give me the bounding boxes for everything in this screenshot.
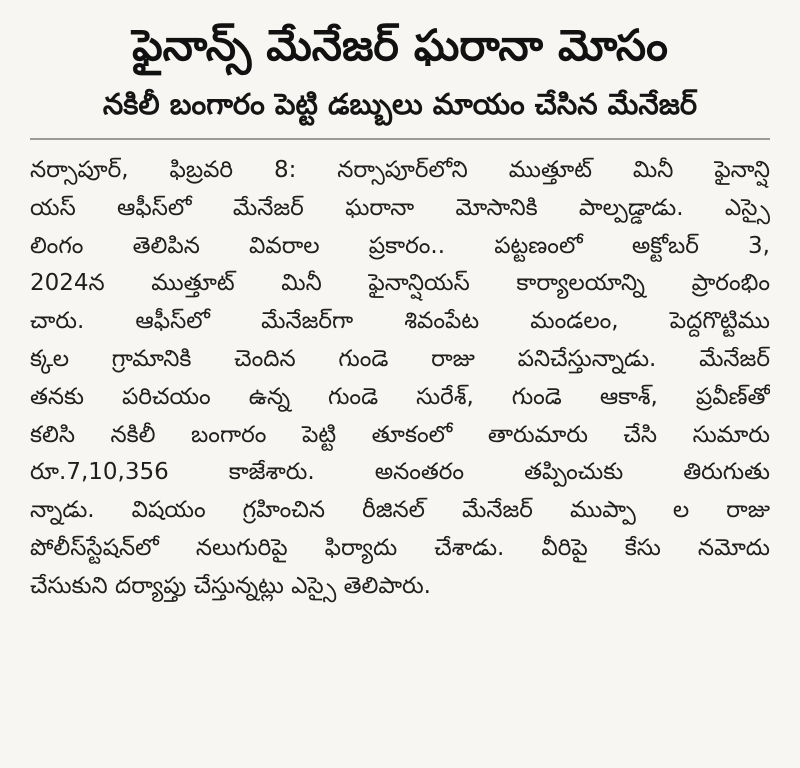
body-line: కలిసి నకిలీ బంగారం పెట్టి తూకంలో తారుమారు చేసి సుమారు [30, 421, 770, 448]
body-line: క్కల గ్రామానికి చెందిన గుండె రాజు పనిచేస్తున్నాడు. మేనేజర్ [30, 345, 770, 372]
body-line: పోలీస్‌స్టేషన్‌లో నలుగురిపై ఫిర్యాదు చేశాడు. వీరిపై కేసు నమోదు [30, 534, 770, 561]
headline: ఫైనాన్స్ మేనేజర్ ఘరానా మోసం [132, 21, 668, 71]
body-line: చారు. ఆఫీస్‌లో మేనేజర్‌గా శివంపేట మండలం, పెద్దగొట్టిము [30, 308, 770, 335]
body-line: న్నాడు. విషయం గ్రహించిన రీజినల్ మేనేజర్ ముప్పా ల రాజు [30, 497, 770, 524]
article-body [30, 152, 770, 606]
subheadline: నకిలీ బంగారం పెట్టి డబ్బులు మాయం చేసిన మేనేజర్ [102, 87, 698, 121]
body-line: యస్ ఆఫీస్‌లో మేనేజర్ ఘరానా మోసానికి పాల్పడ్డాడు. ఎస్సై [30, 194, 770, 221]
body-line: నర్సాపూర్, ఫిబ్రవరి 8: నర్సాపూర్‌లోని ముత్తూట్ మినీ ఫైనాన్షి [30, 157, 770, 183]
body-line: 2024న ముత్తూట్ మినీ ఫైనాన్షియస్ కార్యాలయాన్ని ప్రారంభిం [30, 270, 770, 297]
body-line: రూ.7,10,356 కాజేశారు. అనంతరం తప్పించుకు తిరుగుతు [30, 459, 770, 486]
body-line: చేసుకుని దర్యాప్తు చేస్తున్నట్లు ఎస్సై తెలిపారు. [30, 572, 431, 599]
body-line: లింగం తెలిపిన వివరాల ప్రకారం.. పట్టణంలో అక్టోబర్ 3, [30, 232, 770, 259]
body-line: తనకు పరిచయం ఉన్న గుండె సురేశ్, గుండె ఆకాశ్, ప్రవీణ్‌తో [30, 383, 770, 410]
divider [30, 138, 770, 140]
